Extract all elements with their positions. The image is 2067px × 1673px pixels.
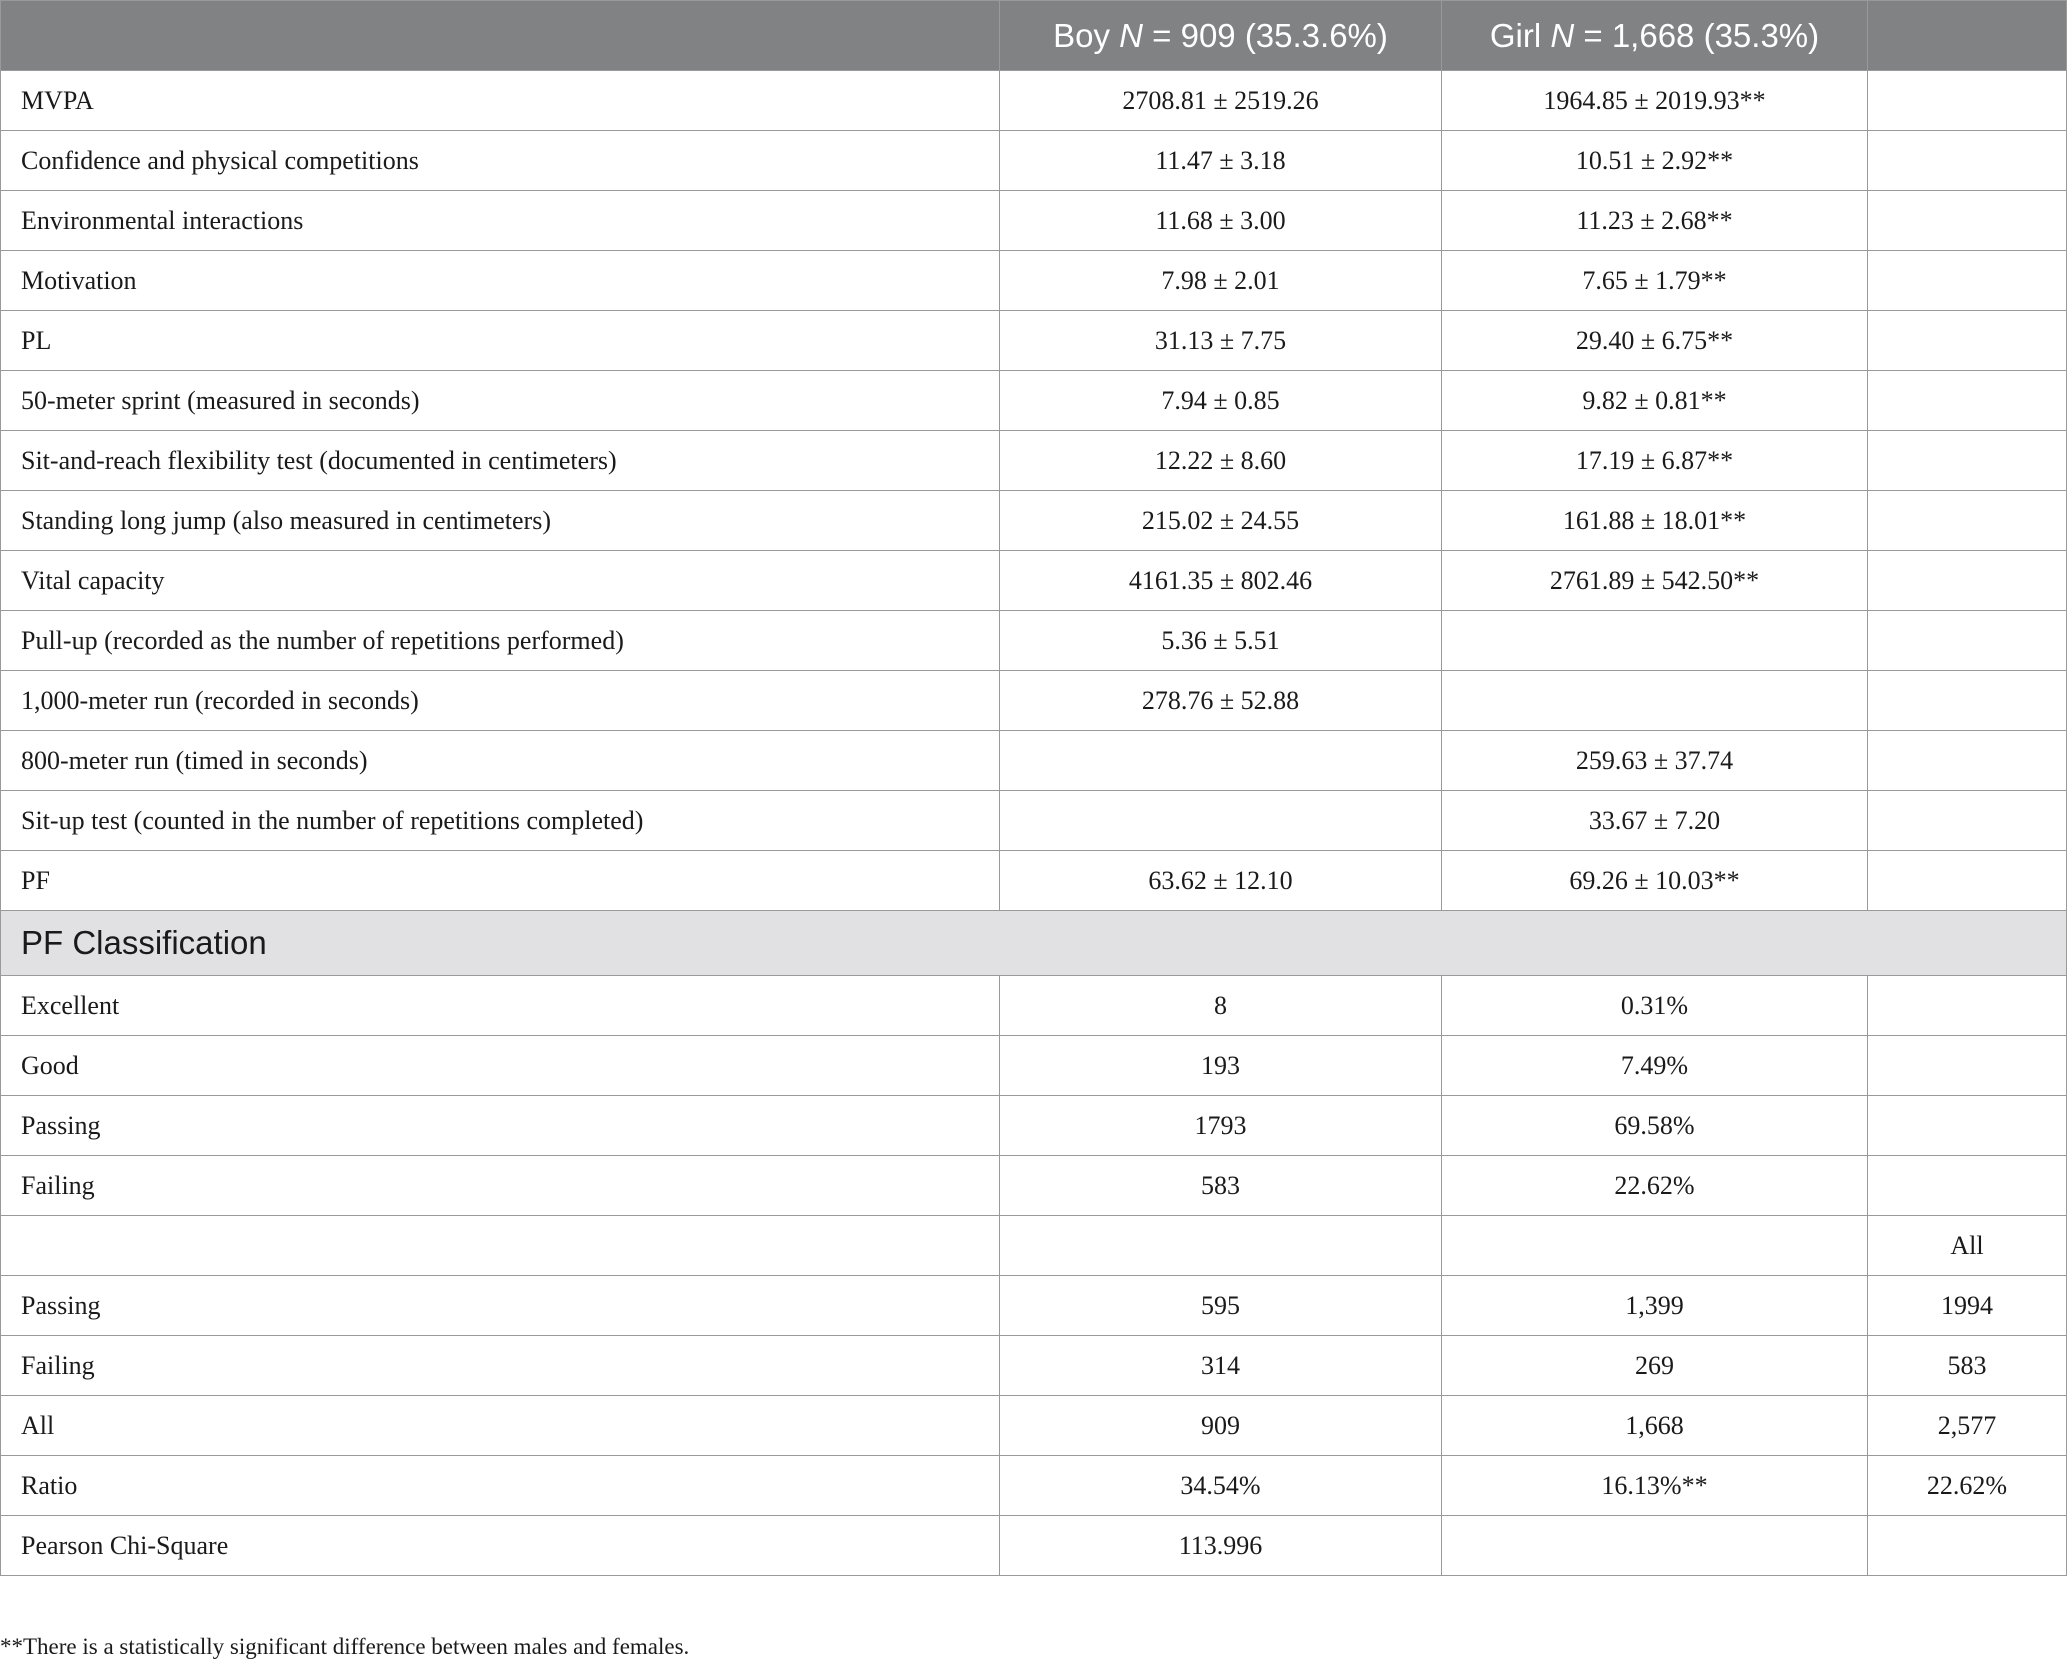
table-cell [1442,671,1868,731]
table-cell: 278.76 ± 52.88 [1000,671,1442,731]
table-cell [1868,731,2067,791]
table-cell: 16.13%** [1442,1456,1868,1516]
row-label: Excellent [1,976,1000,1036]
table-cell: All [1868,1216,2067,1276]
row-label: 800-meter run (timed in seconds) [1,731,1000,791]
table-row [1,131,2067,191]
table-row [1,371,2067,431]
table-cell [1868,611,2067,671]
table-cell: 34.54% [1000,1456,1442,1516]
table-row [1,551,2067,611]
table-cell [1868,491,2067,551]
row-label: Confidence and physical competitions [1,131,1000,191]
table-cell: 12.22 ± 8.60 [1000,431,1442,491]
table-cell: 11.23 ± 2.68** [1442,191,1868,251]
table-cell [1868,671,2067,731]
table-cell [1868,791,2067,851]
table-cell: 259.63 ± 37.74 [1442,731,1868,791]
table-cell: 909 [1000,1396,1442,1456]
table-cell: 31.13 ± 7.75 [1000,311,1442,371]
table-row [1,251,2067,311]
row-label: 50-meter sprint (measured in seconds) [1,371,1000,431]
table-cell [1868,311,2067,371]
table-cell: 63.62 ± 12.10 [1000,851,1442,911]
table-row [1,1156,2067,1216]
table-cell: 161.88 ± 18.01** [1442,491,1868,551]
table-cell [1868,851,2067,911]
row-label: Failing [1,1336,1000,1396]
table-row [1,311,2067,371]
header-girl-count: = 1,668 (35.3%) [1574,16,1820,54]
table-cell [1442,1216,1868,1276]
table-row [1,1096,2067,1156]
row-label: Vital capacity [1,551,1000,611]
row-label: Good [1,1036,1000,1096]
table-cell: 2,577 [1868,1396,2067,1456]
header-boy-count: = 909 (35.3.6%) [1142,16,1388,54]
table-cell: 22.62% [1442,1156,1868,1216]
table-cell [1868,191,2067,251]
table-cell: 269 [1442,1336,1868,1396]
section-title: PF Classification [1,911,2067,976]
table-cell [1868,71,2067,131]
table-cell: 215.02 ± 24.55 [1000,491,1442,551]
table-cell [1442,611,1868,671]
table-row [1,791,2067,851]
table-row [1,431,2067,491]
table-cell [1868,131,2067,191]
table-row [1,1396,2067,1456]
table-cell: 1964.85 ± 2019.93** [1442,71,1868,131]
table-row [1,1216,2067,1276]
table-cell: 7.65 ± 1.79** [1442,251,1868,311]
table-row [1,851,2067,911]
header-girl-n: N [1550,16,1575,54]
table-cell: 583 [1000,1156,1442,1216]
table-row [1,191,2067,251]
table-cell: 583 [1868,1336,2067,1396]
table-cell [1868,551,2067,611]
table-row [1,491,2067,551]
header-row [1,1,2067,71]
row-label: MVPA [1,71,1000,131]
table-row [1,731,2067,791]
table-cell: 69.26 ± 10.03** [1442,851,1868,911]
row-label: Sit-and-reach flexibility test (documented in centimeters) [1,431,1000,491]
table-cell [1868,1516,2067,1576]
footnote: **There is a statistically significant difference between males and females. [0,1634,690,1659]
table-cell [1000,731,1442,791]
table-cell [1868,1036,2067,1096]
row-label: Pearson Chi-Square [1,1516,1000,1576]
table-cell [1868,431,2067,491]
table-cell: 1,668 [1442,1396,1868,1456]
table-cell: 2708.81 ± 2519.26 [1000,71,1442,131]
table-cell: 595 [1000,1276,1442,1336]
table-cell [1868,251,2067,311]
table-row [1,671,2067,731]
table-cell: 4161.35 ± 802.46 [1000,551,1442,611]
section-body [1,911,2067,976]
row-label: Motivation [1,251,1000,311]
row-label: 1,000-meter run (recorded in seconds) [1,671,1000,731]
row-label: All [1,1396,1000,1456]
row-label: Passing [1,1096,1000,1156]
header-all [1868,1,2067,71]
row-label: Sit-up test (counted in the number of repetitions completed) [1,791,1000,851]
table-row [1,611,2067,671]
row-label: PF [1,851,1000,911]
row-label: Ratio [1,1456,1000,1516]
header-boy-label: Boy [1053,16,1120,54]
table-cell [1000,1216,1442,1276]
header-boy-n: N [1119,16,1143,54]
table-row [1,1036,2067,1096]
header-girl [1442,1,1868,71]
classification-body [1,976,2067,1576]
header-boy [1000,1,1442,71]
table-cell: 113.996 [1000,1516,1442,1576]
table-cell: 7.94 ± 0.85 [1000,371,1442,431]
table-cell: 22.62% [1868,1456,2067,1516]
table-row [1,1456,2067,1516]
row-label: Passing [1,1276,1000,1336]
table-cell: 17.19 ± 6.87** [1442,431,1868,491]
header-empty [1,1,1000,71]
table-cell: 0.31% [1442,976,1868,1036]
header-girl-label: Girl [1489,16,1551,54]
table-cell: 1,399 [1442,1276,1868,1336]
table-cell [1000,791,1442,851]
table-cell [1868,371,2067,431]
table-row [1,1516,2067,1576]
row-label: PL [1,311,1000,371]
row-label [1,1216,1000,1276]
table-cell: 33.67 ± 7.20 [1442,791,1868,851]
row-label: Pull-up (recorded as the number of repetitions performed) [1,611,1000,671]
table-cell: 314 [1000,1336,1442,1396]
table-cell: 193 [1000,1036,1442,1096]
row-label: Standing long jump (also measured in centimeters) [1,491,1000,551]
table-cell [1442,1516,1868,1576]
measures-body [1,71,2067,911]
table-cell: 7.49% [1442,1036,1868,1096]
table-cell [1868,1156,2067,1216]
table-cell: 7.98 ± 2.01 [1000,251,1442,311]
table-cell [1868,976,2067,1036]
table-cell: 8 [1000,976,1442,1036]
table-cell: 11.47 ± 3.18 [1000,131,1442,191]
table-cell: 2761.89 ± 542.50** [1442,551,1868,611]
section-row [1,911,2067,976]
table-cell: 29.40 ± 6.75** [1442,311,1868,371]
table-row [1,1336,2067,1396]
table-row [1,976,2067,1036]
table-cell: 9.82 ± 0.81** [1442,371,1868,431]
table-cell: 69.58% [1442,1096,1868,1156]
table-cell: 5.36 ± 5.51 [1000,611,1442,671]
table-cell: 11.68 ± 3.00 [1000,191,1442,251]
table-cell: 1793 [1000,1096,1442,1156]
table-row [1,71,2067,131]
table-cell [1868,1096,2067,1156]
row-label: Failing [1,1156,1000,1216]
table-cell: 10.51 ± 2.92** [1442,131,1868,191]
table-row [1,1276,2067,1336]
table-cell: 1994 [1868,1276,2067,1336]
row-label: Environmental interactions [1,191,1000,251]
